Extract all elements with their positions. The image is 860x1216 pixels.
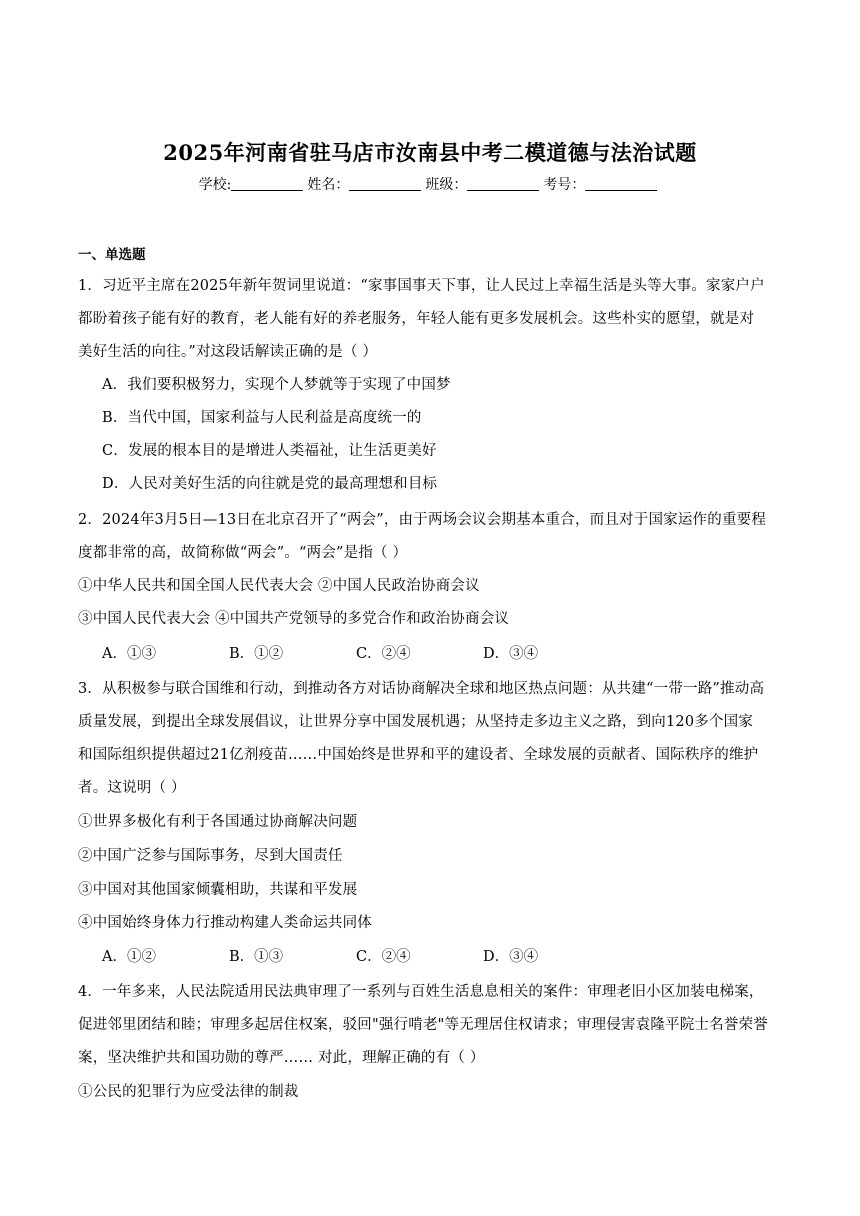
exam-number-blank: [585, 176, 657, 191]
q2-stem-line-1: 2．2024年3月5日—13日在北京召开了“两会”，由于两场会议会期基本重合，而且对于国家运作的重要程: [78, 512, 767, 528]
q2-options: [102, 642, 702, 663]
school-label: 学校:: [198, 177, 232, 193]
q3-stem-line-1: 3．从积极参与联合国维和行动，到推动各方对话协商解决全球和地区热点问题：从共建“一带一路”推动高: [78, 681, 765, 697]
page-title: 2025年河南省驻马店市汝南县中考二模道德与法治试题: [163, 140, 697, 165]
q3-option-b: B．①③: [229, 949, 284, 965]
class-blank: [467, 176, 539, 191]
q3-option-a: A．①②: [102, 949, 156, 965]
class-label: 班级：: [425, 177, 468, 193]
q3-stem-line-3: 和国际组织提供超过21亿剂疫苗……中国始终是世界和平的建设者、全球发展的贡献者、国际秩序的维护: [78, 747, 759, 763]
q1-option-c: C．发展的根本目的是增进人类福祉，让生活更美好: [102, 443, 437, 459]
q4-stem-line-2: 促进邻里团结和睦；审理多起居住权案，驳回"强行啃老"等无理居住权请求；审理侵害袁隆平院士名誉荣誉: [78, 1017, 768, 1033]
q1-stem-line-1: 1．习近平主席在2025年新年贺词里说道：“家事国事天下事，让人民过上幸福生活是头等大事。家家户户: [78, 278, 765, 294]
name-label: 姓名：: [307, 177, 350, 193]
name-blank: [349, 176, 421, 191]
q2-option-c: C．②④: [356, 646, 411, 662]
section-heading: 一、单选题: [78, 247, 146, 263]
exam-number-label: 考号：: [543, 177, 586, 193]
q2-option-a: A．①③: [102, 646, 156, 662]
q2-stem-line-2: 度都非常的高，故简称做“两会”。“两会”是指（ ）: [78, 545, 408, 561]
q2-option-d: D．③④: [483, 646, 539, 662]
student-info-line: [0, 174, 860, 194]
school-blank: [231, 176, 303, 191]
q2-statement-line-1: ①中华人民共和国全国人民代表大会 ②中国人民政治协商会议: [78, 578, 480, 594]
q4-statement-1: ①公民的犯罪行为应受法律的制裁: [78, 1084, 299, 1100]
q4-stem-line-3: 案，坚决维护共和国功勋的尊严…… 对此，理解正确的有（ ）: [78, 1050, 485, 1066]
q1-option-d: D．人民对美好生活的向往就是党的最高理想和目标: [102, 476, 438, 492]
q1-option-a: A．我们要积极努力，实现个人梦就等于实现了中国梦: [102, 377, 451, 393]
q3-statement-3: ③中国对其他国家倾囊相助，共谋和平发展: [78, 882, 358, 898]
q3-statement-1: ①世界多极化有利于各国通过协商解决问题: [78, 814, 358, 830]
q3-stem-line-4: 者。这说明（ ）: [78, 780, 186, 796]
q3-statement-4: ④中国始终身体力行推动构建人类命运共同体: [78, 915, 372, 931]
q3-option-d: D．③④: [483, 949, 539, 965]
q3-stem-line-2: 质量发展，到提出全球发展倡议，让世界分享中国发展机遇；从坚持走多边主义之路，到向120多个国家: [78, 714, 754, 730]
q1-option-b: B．当代中国，国家利益与人民利益是高度统一的: [102, 410, 422, 426]
q1-stem-line-2: 都盼着孩子能有好的教育，老人能有好的养老服务，年轻人能有更多发展机会。这些朴实的愿望，就是对: [78, 311, 755, 327]
q3-option-c: C．②④: [356, 949, 411, 965]
q2-option-b: B．①②: [229, 646, 284, 662]
q3-statement-2: ②中国广泛参与国际事务，尽到大国责任: [78, 848, 343, 864]
q4-stem-line-1: 4．一年多来，人民法院适用民法典审理了一系列与百姓生活息息相关的案件：审理老旧小区加装电梯案，: [78, 984, 764, 1000]
q2-statement-line-2: ③中国人民代表大会 ④中国共产党领导的多党合作和政治协商会议: [78, 611, 510, 627]
q3-options: [102, 945, 702, 966]
q1-stem-line-3: 美好生活的向往。”对这段话解读正确的是（ ）: [78, 344, 378, 360]
